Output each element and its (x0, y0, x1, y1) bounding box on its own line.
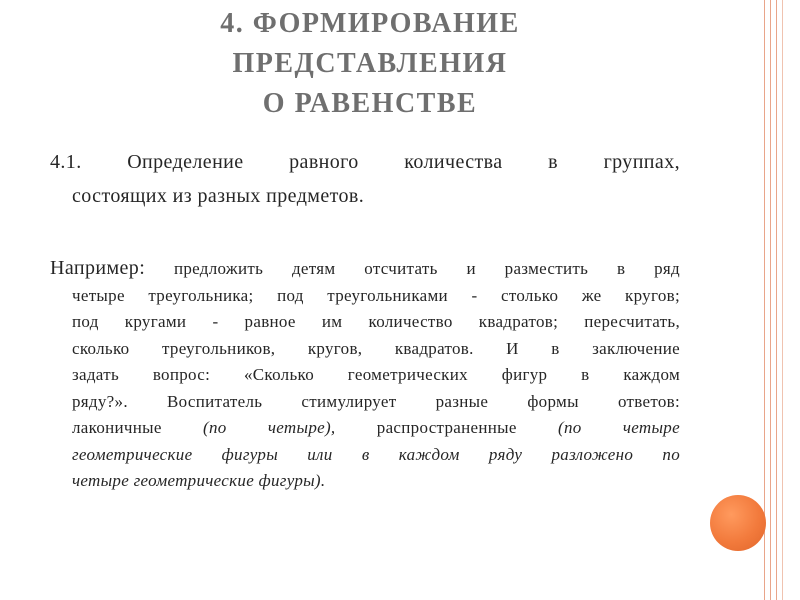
title-line: 4. ФОРМИРОВАНИЕ (220, 8, 520, 39)
example-line: четыре геометрические фигуры). (72, 471, 326, 490)
decorative-border-line (782, 0, 783, 600)
section-heading (50, 145, 680, 213)
answer-example-laconic: (по четыре), (203, 418, 336, 437)
slide-title (120, 4, 620, 124)
example-line: предложить детям отсчитать и разместить в ряд (173, 259, 680, 278)
section-line: состоящих из разных предметов. (72, 185, 365, 207)
answer-type-laconic: лаконичные (72, 418, 162, 437)
example-line: ряду?». Воспитатель стимулирует разные формы ответов: (72, 391, 680, 411)
decorative-border-line (776, 0, 777, 600)
example-line: под кругами - равное им количество квадратов; пересчитать, (72, 312, 680, 331)
example-line: сколько треугольников, кругов, квадратов. И в заключение (72, 338, 680, 358)
example-line: четыре треугольника; под треугольниками - столько же кругов; (72, 285, 680, 305)
example-line: задать вопрос: «Сколько геометрических фигур в каждом (72, 365, 680, 384)
accent-circle-icon (710, 495, 766, 551)
answer-example-extended: (по четыре (558, 418, 680, 437)
decorative-border-line (770, 0, 771, 600)
section-line: 4.1. Определение равного количества в группах, (50, 151, 680, 173)
example-paragraph (50, 255, 680, 495)
title-line: О РАВЕНСТВЕ (262, 88, 478, 119)
example-line-mixed (72, 415, 680, 442)
answer-type-extended: распространенные (376, 418, 517, 437)
title-line: ПРЕДСТАВЛЕНИЯ (232, 48, 508, 79)
example-line: геометрические фигуры или в каждом ряду разложено по (72, 444, 680, 464)
example-lead: Например: (50, 257, 146, 279)
decorative-border-line (764, 0, 765, 600)
